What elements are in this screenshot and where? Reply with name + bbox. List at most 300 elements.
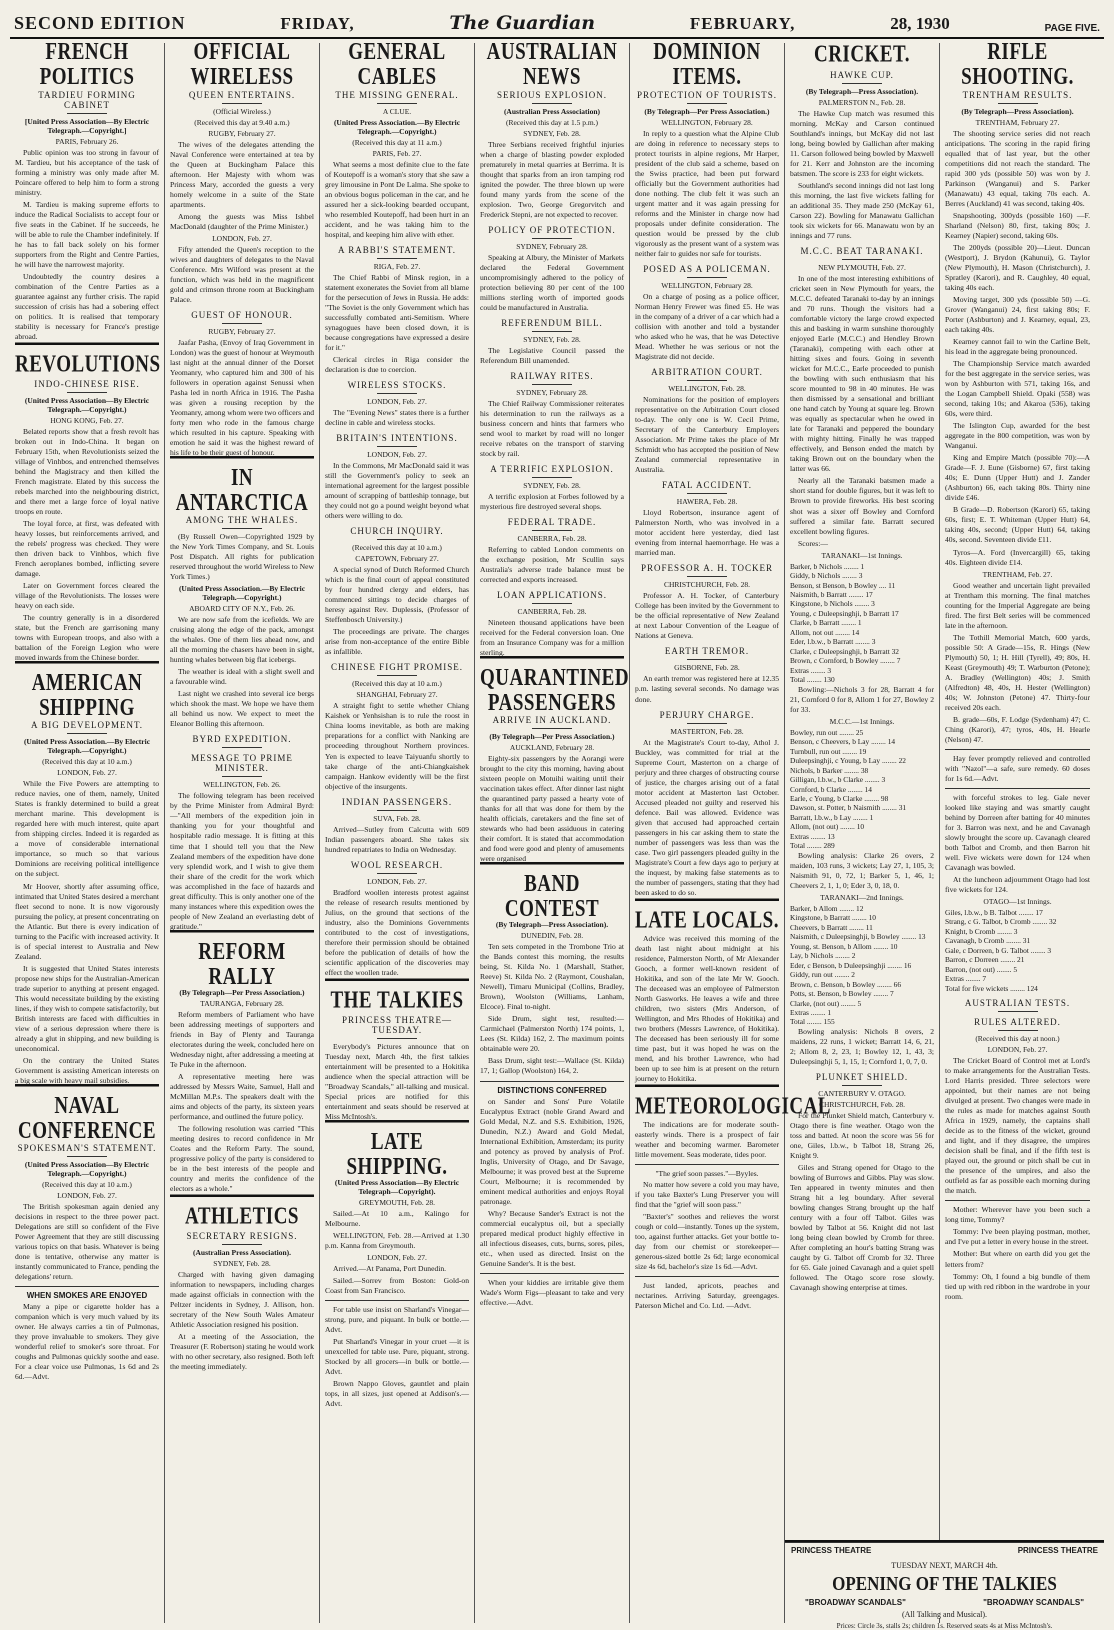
article-french-politics [15,38,159,342]
dateline: TAURANGA, February 28. [200,998,284,1008]
advert-heading: WHEN SMOKES ARE ENJOYED [26,1290,148,1300]
article-official-wireless [170,38,314,458]
headline: OFFICIAL WIRELESS [190,38,294,90]
paragraph: Arrived—Sutley from Calcutta with 609 Indian passengers aboard. She takes six hundred repatriates to India on Wednesday. [325,824,469,854]
advert-text: "Baxter's" soothes and relieves the worst cough or cold—instantly. Tones up the system, too, against further attacks. Get your bottle to-day from our chemist or storekeeper—generous-sized bottle 2s 6d; large economical size 4s 6d, bachelor's size 1s 6d.—Advt. [635,1211,779,1272]
received-line: (Received this day at 10 a.m.) [42,1179,132,1189]
paragraph: At a meeting of the Association, the Treasurer (F. Robertson) stating he would work with no other secretary, also resigned. Both left the meeting immediately. [170,1331,315,1371]
paragraph: The "Evening News" states there is a further decline in cable and wireless stocks. [325,408,469,428]
credit-line: (By Telegraph—Press Association). [805,86,919,96]
article-band-contest [480,868,624,1076]
credit-line: (United Press Association—By Electric Telegraph—Copyright). [334,1177,460,1196]
credit-line: (By Telegraph—Press Association). [495,920,609,930]
headline: GENERAL CABLES [348,38,446,90]
paragraph: Speaking at Albury, the Minister of Markets declared the Federal Government uncompromisingly adhered to the policy of protection believing 80 per cent of the 100 millions sterling worth of imported goods could be manufactured in Australia. [480,253,624,313]
score-line: Extras ........ 13 [790,831,835,841]
paragraph: Giles and Strang opened for Otago to the bowling of Burrows and Gibbs. Play was slow. Ten appeared in twenty minutes and then Strang hit a leg boundary. After several bowling changes Strang brought up the half century with a four off Talbot. Giles was bowled by Talbot at 56. Knight did not last long being clean bowled by Cromb for three. After completing an hour's batting Strang was caught by G. Talbot off Cromb for 32. Three for 65. Gale joined Cavanagh and a quiet spell followed. The Otago score rose slowly. Cavanagh showing enterprise at times. [790,1163,934,1293]
article-rifle-shooting [945,38,1090,1302]
dateline: ABOARD CITY OF N.Y., Feb. 26. [189,604,295,614]
score-line: Eder, l.b.w., b Barratt ........ 3 [790,637,876,647]
credit-line: (Australian Press Association) [503,106,601,116]
advert-text: Many a pipe or cigarette holder has a companion which is very much valued by its owner. He always carries a tin of Pulmonas, they prove invaluable to smokers. They give wonderful relief to smoker's sore throat. For coughs and Pulmonas quickly soothe and ease. For a clear voice use Pulmonas, 1s 6d and 2s 6d.—Advt. [15,1301,159,1381]
received-line: (Received this day at 9.40 a.m.) [194,117,290,127]
score-line: Extras ........ 3 [790,665,832,675]
dateline: CHRISTCHURCH, Feb. 28. [818,1100,906,1110]
paragraph: What seems a most definite clue to the fate of Koutepoff is a woman's story that she saw a grey limousine in Pont De Lalma. She spoke to an obvious bogus policeman in the car, and he assured her a sick-looking bearded occupant, who resembled Koutepoff, had been hurt in an accident, and he was taking him to the hospital, and keeping him alive with ether. [325,159,469,239]
paragraph: A terrific explosion at Forbes followed by a mysterious fire destroyed several shops. [480,492,624,512]
dateline: CANBERRA, Feb. 28. [517,534,587,544]
advert-subtitle: (All Talking and Musical). [901,1610,988,1619]
paragraph: (By Russell Owen—Copyrighted 1929 by the New York Times Company, and St. Louis Post Dispatch. All rights for publication reserved throughout the world Wireless to New York Times.) [170,532,314,582]
subheadline: BRITAIN'S INTENTIONS. [325,433,469,447]
subheadline: WIRELESS STOCKS. [325,380,469,394]
theatre-name-left: PRINCESS THEATRE [791,1546,872,1555]
score-line: Cornford, b Clarke ........ 14 [790,784,872,794]
article-reform-rally [170,936,314,1194]
paragraph: The Chief Railway Commissioner reiterates his determination to run the railways as a business concern and hints that farmers who send wool to market by road will no longer receive rebates on the transport of starving stock by rail. [480,399,624,459]
score-line: Giles, l.b.w., b B. Talbot ........ 17 [945,907,1043,917]
headline: ATHLETICS [170,1194,314,1229]
credit-line: (Australian Press Association). [193,1247,291,1257]
dateline: WELLINGTON, February 28. [661,117,753,127]
credit-line: (By Telegraph—Per Press Association.) [489,732,615,742]
credit-line: (By Telegraph—Per Press Association.) [179,987,305,997]
paragraph: The proceedings are private. The charges arise from non-acceptance of the entire Bible as infallible. [325,627,469,657]
paragraph: Jaafar Pasha, (Envoy of Iraq Government in London) was the guest of honour at Weymouth last night at the annual dinner of the Dorset Yeomanry, who captured him and 300 of his followers in operation against Senussi when Pasha led in north Africa in 1916. The Pasha was given a rousing reception by the Yeomanry, among whom were two officers and forty men who rode in the famous charge which resulted in his capture. Speaking with emotion he said it was the highest reward of his life to be their guest of honour. [170,338,314,458]
paragraph: Bradford woollen interests protest against the release of research results mentioned by Julius, on the ground that sections of the industry, also the Dominions Governments contributed to the cost of investigations, therefore their permission should be obtained before the publication of details of how the scientific application of the discoveries may effect the woollen trade. [325,887,469,977]
paragraph: Bass Drum, sight test:—Wallace (St. Kilda) 17, 1; Gallop (Woolston) 164, 2. [480,1056,624,1076]
score-line: Clarke, c Duleepsinghji, b Barratt 32 [790,646,899,656]
dateline: TRENTHAM, Feb. 27. [982,569,1053,579]
subheadline: EARTH TREMOR. [635,646,779,660]
article-general-cables [325,38,469,978]
paragraph: Advice was received this morning of the death last night about midnight at his residence, Palmerston North, of Mr Alexander Gooch, a former well-known resident of Hokitika, and son of the late Mr W. Gooch. The deceased was an employee of Palmerston North Gasworks. He leaves a wife and three children, two sisters (Mrs Anderson, of Wellington, and Mrs Rhodes of Hokitika) and two brothers (Messrs Lawrence, of Hokitika). The deceased has been seriously ill for some time past, but it was hoped he was on the mend, and his brother Lawrence, who had been up to see him is at present on the return journey to Hokitika. [635,933,779,1083]
dateline: SHANGHAI, February 27. [356,690,438,700]
paragraph: Everybody's Pictures announce that on Tuesday next, March 4th, the first talkies entertainment will be presented to a Hokitika audience when the special attraction will be "Broadway Scandals," all-talking and musical. Special prices are notified for this entertainment and seats should be reserved at Miss McIntosh's. [325,1041,469,1121]
masthead-month: FEBRUARY, [689,14,796,33]
subheadline: A RABBI'S STATEMENT. [325,245,469,259]
paragraph: The Legislative Council passed the Referendum Bill unamended. [480,346,624,366]
dateline: SYDNEY, Feb. 28. [523,481,581,491]
subheadline: TARDIEU FORMING CABINET [15,90,159,114]
subheadline: INDO-CHINESE RISE. [15,379,159,393]
dateline: MASTERTON, Feb. 28. [670,726,744,736]
score-line: Brown, c. Benson, b Bowley ........ 66 [790,979,902,989]
divider [635,1276,779,1277]
paragraph: We are now safe from the icefields. We are cruising along the edge of the pack, amongst the whales. One of them lies ahead now, and all the morning the chasers have been in sight, hunting whales between big flat icebergs. [170,615,314,665]
column-6 [785,43,940,1623]
headline: RIFLE SHOOTING. [961,38,1074,90]
advert-show-row [785,1598,1104,1607]
paragraph: The wives of the delegates attending the Naval Conference were entertained at tea by the Queen at Buckingham Palace this afternoon. Her Majesty with whom was Princess Mary, accorded the guests a very homely welcome in a suite of the State apartments. [170,139,314,209]
received-line: (Received this day at 1.5 p.m.) [505,117,599,127]
paragraph: The shooting service series did not reach anticipations. The scoring in the rapid firing equalled that of last year, but the other competitions did not reach the standard. The rapid 300 yds (possible 50) was won by J. Parkinson (Wanganui) and S. Parker (Manawatu) 43 equal, taking 70s each. A. Berres (Auckland) 41 was second, taking 40s. [945,128,1090,208]
paragraph: While the Five Powers are attempting to reduce navies, one of them, namely, United States is frankly determined to build a great merchant marine. This development is regarded here with much interest, quite apart from shipping circles. Indeed it is regarded as a move of considerable international importance, so much so that various Dominions are receiving political intelligence on the subject. [15,779,159,879]
subheadline: PROFESSOR A. H. TOCKER [635,563,779,577]
paragraph: Mother: Wherever have you been such a long time, Tommy? [945,1205,1090,1225]
paragraph: Tommy: I've been playing postman, mother, and I've put a letter in every house in the street. [945,1227,1090,1247]
subheadline: CHURCH INQUIRY. [325,526,469,540]
article-late-locals [635,902,779,1084]
subheadline: FEDERAL TRADE. [480,517,624,531]
scorecard [945,908,1090,993]
princess-theatre-advert [785,1540,1104,1630]
scorecard [790,562,934,685]
paragraph: B Grade—D. Robertson (Karori) 65, taking 60s, first; E. T. Whiteman (Upper Hutt) 64, taking 40s, second; (Upper Hutt) 64, taking 40s, second. Seventeen divide £11. [945,505,1090,545]
score-line: Total for five wickets ........ 124 [945,983,1038,993]
paragraph: Belated reports show that a fresh revolt has broken out in Indo-China. It began on February 15th, when Revolutionists seized the village of Vinhbos, and entrenched themselves behind the Magistracy and then killed the French magistrate. Elated by this success the rebels marched into the neighbouring district, and there met a large force of loyal native troops en route. [15,427,159,517]
paragraph: A straight fight to settle whether Chiang Kaishek or Yenhsishan is to rule the roost in China looms inevitable, as both are making preparations for a conflict with Nanking are proceeding throughout Northern provinces. Yen is expected to leave Taiyuanfu shortly to take charge of the anti-Chiangkaishek campaign. Hankow evidently will be the first objective of the insurgents. [325,701,469,791]
paragraph: Moving target, 300 yds (possible 50) —G. Grover (Wanganui) 24, first taking 80s; F. Porter (Ashburton) and J. Kearney, equal, 23, each taking 40s. [945,295,1090,335]
subheadline-clue: A CLUE. [382,106,412,116]
dateline: RUGBY, February 27. [208,128,276,138]
score-line: Total ........ 289 [790,841,835,851]
score-line: Clarke, (not out) ........ 5 [790,998,862,1008]
bowling-figures: Bowling analysis: Nichols 8 overs, 2 maidens, 22 runs, 1 wicket; Barratt 14, 6, 21, 2; Allom 8, 2, 23, 1; Bowley 12, 1, 43, 3; Duleepsinghji 5, 1, 15, 1; Cornford 1, 0, 7, 0. [790,1026,934,1066]
paragraph: On a charge of posing as a police officer, Norman Henry Frewer was fined £5. He was in the company of a driver of a car which had a collision with another and told a bystander who asked who he was, that he was Detective Mead. Whether he was serious or not the Magistrate did not decide. [635,292,779,362]
dateline: PARIS, February 26. [55,136,119,146]
dateline: PARIS, Feb. 27. [372,148,422,158]
dateline: RIGA, Feb. 27. [373,262,421,271]
credit-line: (United Press Association—By Electric Telegraph.—Copyright.) [24,396,150,415]
headline: LATE SHIPPING. [325,1120,469,1180]
article-in-antarctica [170,462,314,931]
article-athletics [170,1198,314,1372]
paragraph: In the Commons, Mr MacDonald said it was still the Government's policy to seek an international agreement for the largest possible amount of scrapping of battleship tonnage, but they could not go a pound weight beyond what others were willing to do. [325,461,469,521]
dateline: GISBORNE, Feb. 28. [674,663,740,673]
score-line: Giddy, b Nichols ........ 3 [790,571,863,581]
bowling-figures: Bowling:—Nichols 3 for 28, Barratt 4 for 21, Cornford 0 for 8, Allom 1 for 27, Bowley 2 for 33. [790,684,934,714]
paragraph: The following telegram has been received by the Prime Minister from Admiral Byrd:—"All members of the expedition join in thanking you for your thoughtful and hospitable radio message. It is fitting at this time that I should tell you that the New Zealand members of the expedition have done very splendid work, and I wish to give them their share of the credit for the work which was accomplished in the face of hazards and great difficulty. This is only another one of the many instances where this expedition owes the people of New Zealand an everlasting debt of gratitude." [170,791,314,931]
paragraph: A representative meeting here was addressed by Messrs Waite, Samuel, Hall and McMillan M.P.s. The speakers dealt with the aims and objects of the party, its sixteen years performance, and outlined the future policy. [170,1071,314,1121]
scorecard [790,728,934,851]
score-line: Clarke, b Barratt ........ 1 [790,618,862,628]
edition-label: SECOND EDITION [14,13,186,33]
dateline: CAPETOWN, February 27. [355,554,439,564]
paragraph: It is suggested that United States interests propose new ships for the Australian-American trade superior to anything at present engaged. This would necessitate building by the existing lines, if they wish to compete satisfactorily, but British interests are faced with difficulties in view of a serious depression where there is already a glut in shipping, and new building is uneconomical. [15,963,159,1053]
columns [10,38,1104,1623]
paragraph: Southland's second innings did not last long this morning, the last five wickets falling for an additional 35. They made 250 (McKay 61, Carson 22). Bowling for Manawatu Gallichan took six wickets for 66. Manawatu won by an innings and 77 runs. [790,181,934,241]
article-naval-conference [15,1090,159,1282]
score-line: Turnbull, run out ........ 19 [790,746,867,756]
divider [945,1200,1090,1201]
dateline: LONDON, Feb. 27. [57,768,117,778]
article-the-talkies [325,982,469,1122]
headline: THE TALKIES [325,978,469,1013]
dateline: SYDNEY, Feb. 28. [213,1258,271,1268]
paragraph: Tommy: Oh, I found a big bundle of them tied up with red ribbon in the wardrobe in your room. [945,1271,1090,1301]
page-number: PAGE FIVE. [1044,23,1100,34]
paragraph: with forceful strokes to leg. Gale never looked like staying and was smartly caught behind by Dorreen after batting for 40 minutes for 3. Barron was next, and he and Cavanagh slowly brought the score up. Cavanagh cleared both Talbot and Cromb, and then Barron hit well. Five wickets were down for 124 when Cavanagh was bowled. [945,792,1090,872]
score-line: Nichols, b Barker ........ 38 [790,765,869,775]
subheadline: PROTECTION OF TOURISTS. [635,90,779,104]
column-3 [320,38,475,1623]
subheadline: POLICY OF PROTECTION. [480,225,624,239]
paragraph: The British spokesman again denied any decisions in respect to the three power pact. Delegations are still so confident of the Five Power Agreement that they are still discussing various topics on that basis. Whatever is being done is tentative, otherwise any matter is instantly communicated to France, pending the delegations' return. [15,1201,159,1281]
headline: REVOLUTIONS [15,343,159,378]
paragraph: Referring to cabled London comments on the exchange position, Mr Scullin says Australia's adverse trade balance must be corrected and exports increased. [480,545,624,585]
subheadline: WOOL RESEARCH. [325,860,469,874]
paragraph: In one of the most interesting exhibitions of cricket seen in New Plymouth for years, the M.C.C. defeated Taranaki to-day by an innings and 70 runs. Though the visitors had a comfortable victory the large crowd expected this and basking in warm sunshine thoroughly enjoyed Earle (M.C.C.) and Hendley Brown (Taranaki), competing with each other at hitting sixes and fours. Going in seventh wicket for M.C.C., Earle proceeded to punish the bowling with such enthusiasm that his score mounted to 98 in 40 minutes. He was then dismissed by a sensational and brilliant one hand catch by Young at square leg. Brown was equally as spectacular when he owed in late for Taranaki and peppered the boundary with mighty hitting. Finally he was trapped effectively, and Benson ended the match by taking Brown out on the boundary when the latter was 66. [790,274,934,474]
score-line: Naismith, c Duleepsinghji, b Bowley ........ 13 [790,932,926,942]
paragraph: Ten sets competed in the Trombone Trio at the Bands contest this morning, the results being, St. Kilda No. 1 (Marshall, Stather, Reeve) St. Kilda No. 2 (Raymont, Coushalan, Newell), Timaru Municipal (Collins, Bradley, Brown), Woolston (Williams, Lanham, Elcoce). Final to-night. [480,942,624,1012]
credit-line: (United Press Association—By Electric Telegraph.—Copyright.) [24,1159,150,1178]
credit-line: (United Press Association.—By Electric Telegraph.—Copyright.) [333,117,461,136]
paragraph: For the Plunket Shield match, Canterbury v. Otago there is fine weather. Otago won the toss and batted. At noon the score was 56 for one, Giles, l.b.w., b Talbot 18, Strang 26, Knight 9. [790,1111,934,1161]
subheadline: INDIAN PASSENGERS. [325,797,469,811]
paragraph: The Islington Cup, awarded for the best aggregate in the 800 competition, was won by Wanganui. [945,421,1090,451]
quote-line: "The grief soon passes."—Byyles. [655,1168,759,1178]
paragraph: Three Serbians received frightful injuries when a charge of blasting powder exploded prematurely in metal quarries at Berrima. It is thought that sparks from an iron tamping rod ignited the powder. The three blown up were found many yards from the scene of the explosion. Two, George Gregorvitch and Frederick Stepni, are not expected to recover. [480,139,624,219]
paragraph: Sailed.—Sorrev from Boston: Gold-on Coast from San Francisco. [325,1275,469,1295]
paragraph: Sailed.—At 10 a.m., Kalingo for Melbourne. [325,1208,469,1228]
dateline: HONG KONG, Feb. 27. [50,416,124,426]
paragraph: The loyal force, at first, was defeated with heavy losses, but reinforcements arrived, and the rebels' progress was checked. They were then driven back to Vinhbos, which five French aeroplanes bombed, inflicting severe damage. [15,519,159,579]
scorecard-heading: TARANAKI—2nd Innings. [820,892,904,902]
received-line: (Received this day at 10 a.m.) [352,679,442,689]
score-line: Extras ........ 7 [945,974,987,984]
score-line: Barker, b Nichols ........ 1 [790,561,865,571]
advert-text: No matter how severe a cold you may have, if you take Baxter's Lung Preserver you will find that the "grief will soon pass." [635,1179,779,1209]
credit-line: (Official Wireless.) [213,106,271,116]
scorecard-heading: TARANAKI—1st Innings. [821,550,903,560]
dateline: HAWERA, Feb. 28. [676,497,738,507]
score-line: Total ........ 130 [790,675,835,685]
paragraph: The country generally is in a disordered state, but the French are garrisoning many towns with European troops, and also with a battalion of the Foreign Legion who were moved inwards from the Chinese border. [15,613,159,663]
dateline: PALMERSTON N., Feb. 28. [818,97,906,107]
score-line: Gale, c Dorreen, b G. Talbot ........ 3 [945,945,1052,955]
credit-line: (By Telegraph—Per Press Association.) [644,106,770,116]
subheadline: ARBITRATION COURT. [635,367,779,381]
paragraph: Clerical circles in Riga consider the declaration is due to coercion. [325,355,469,375]
article-meteorological [635,1088,831,1311]
headline: AUSTRALIAN NEWS [486,38,618,90]
show-title-right: "BROADWAY SCANDALS" [983,1598,1084,1607]
subheadline: A BIG DEVELOPMENT. [15,720,159,734]
advert-sanders [480,1081,624,1308]
paragraph: M. Tardieu is making supreme efforts to induce the Radical Socialists to accept four or five seats in the Cabinet. If he succeeds, he will be able to rule the Chamber indefinitely. If he has to fall back solely on his former supporters from the Right and Centre Parties, he will have the narrowest majority. [15,199,159,270]
paragraph: In reply to a question what the Alpine Club are doing in reference to necessary steps to protect tourists in alpine regions, Mr Harper, president of the club said a scheme, based on the Swiss practice, had been put forward officially but the Government authorities had done nothing. The club felt it was such an urgent matter and it was again pressing for reforms and the Minister in charge now had proposals under definite consideration. The question would be pressed by the club vigorously as the present want of a system was neither fair to guides nor safe for tourists. [635,128,779,259]
advert-text: Hay fever promptly relieved and controlled with "Nazol"—a safe, sure remedy. 60 doses for 1s 6d.—Advt. [945,753,1090,783]
advert-pulmonas [15,1286,159,1382]
subheadline: TRENTHAM RESULTS. [945,90,1090,104]
received-line: (Received this day at noon.) [975,1034,1060,1044]
dateline: WELLINGTON, February 28. [661,281,753,291]
paragraph: On the contrary the United States Government is assisting American interests on a big scale with heavy mail subsidies. [15,1055,159,1085]
paragraph: Fifty attended the Queen's reception to the wives and daughters of delegates to the Naval Conference. Mrs Wilford was present at the function, which was held in the magnificent gold and crimson throne room at Buckingham Palace. [170,245,314,305]
score-line: Gilligan, l.b.w., b Clarke ........ 3 [790,775,886,785]
headline: BAND CONTEST [480,862,624,922]
dateline: SYDNEY, February 28. [516,388,588,398]
score-line: Dawson, st. Potter, b Naismith ........ 31 [790,803,907,813]
score-line: Benson, c Cheevers, b Lay ........ 14 [790,737,896,747]
paragraph: The Chief Rabbi of Minsk region, in a statement exonerates the Soviet from all blame for the persecution of Jews in Russia. He adds: "The Soviet is the only Government which has successfully combated anti-Semitism. Where synagogues have been closed down, it is because congregations have expressed a desire for it." [325,273,469,353]
paragraph: Undoubtedly the country desires a combination of the Centre Parties as a guarantee against any further crisis. The rapid succession of crisis has had a sobering effect on politics. It is realised that temporary stability is necessary for France's prestige abroad. [15,272,159,342]
divider [945,788,1090,789]
paragraph: Nearly all the Taranaki batsmen made a short stand for double figures, but it was left to Brown to provide fireworks. His best scoring shot was a sixer off Bowley and Cornford suffered a similar fate. Barratt secured excellent bowling figures. [790,476,934,536]
article-dominion-items [635,38,779,898]
score-line: Barker, b Allom ........ 12 [790,903,864,913]
dateline: WELLINGTON, Feb. 28. [668,384,746,394]
score-line: Earle, c Young, b Clarke ........ 98 [790,793,889,803]
bowling-figures: Bowling analysis: Clarke 26 overs, 2 maiden, 103 runs, 3 wickets; Lay 27, 1, 105, 3; Naismith 91, 0, 72, 1; Barker 5, 1, 46, 1; Cheevers 2, 1, 1, 0; Eder 3, 0, 18, 0. [790,850,934,890]
paragraph: Last night we crashed into several ice bergs which shook the mast. We hope we have them all behind us now. We expect to meet the Eleanor Bolling this afternoon. [170,689,314,729]
credit-line: (United Press Association.—By Electric Telegraph.—Copyright.) [178,584,306,603]
score-line: Naismith, b Barratt ........ 17 [790,589,873,599]
divider [325,1300,469,1301]
paragraph: The weather is ideal with a slight swell and a favourable wind. [170,667,314,687]
paragraph: Nominations for the position of employers representative on the Arbitration Court closed to-day. The only one is W. Cecil Prime, Secretary of the Canterbury Employers Association. Mr Prime takes the place of Mr Schmidt who has accepted the position of New Zealand commercial representative in Australia. [635,395,779,475]
credit-line: [United Press Association—By Electric Telegraph.—Copyright.] [24,116,150,135]
paragraph: Eighty-six passengers by the Aorangi were brought to the city this morning, having about sixteen people on Motuihi waiting until their vaccination takes effect. After dinner last night the quarantined party passed a hearty vote of thanks for all that was done for them by the health officials, caretakers and the fine set of stewards who had been assiduous in catering their comfort. It is stated that accommodation and food were good and plenty of amusements were organised [480,754,624,864]
column-7 [940,38,1095,1623]
paragraph: The Tothill Memorial Match, 600 yards, possible 50: A Grade—15s, R. Hings (New Plymouth) 50, 1; H. Hill (Tyrell), 49; 80s, H. Keast (Greymouth) 49; T. Warburton (Petone); A. Bradley (Wellington) 40s; J. Smith (Alfredton) 48, 40s, H. Hester (Wellington) 40s; W. Johnston (Petone) 47. Thirty-four received 20s each. [945,632,1090,712]
masthead-date: 28, 1930 [890,14,950,33]
subheadline: LOAN APPLICATIONS. [480,590,624,604]
dateline: LONDON, Feb. 27. [57,1190,117,1200]
column-4 [475,38,630,1623]
theatre-name-right: PRINCESS THEATRE [1017,1546,1098,1555]
paragraph: Nineteen thousand applications have been received for the Federal conversion loan. One from an Insurance Company was for a million sterling. [480,618,624,658]
newspaper-title: The Guardian [449,12,596,34]
subheadline: ARRIVE IN AUCKLAND. [480,715,624,729]
masthead [10,6,1104,39]
headline: REFORM RALLY [170,930,314,990]
score-line: Total ........ 155 [790,1017,835,1027]
subheadline: GUEST OF HONOUR. [170,310,314,324]
paragraph: The following resolution was carried "This meeting desires to record confidence in Mr Coates and the Reform Party. The sound, progressive policy of the party is considered to be in the best interests of the people and country and merits the confidence of the electors as a whole." [170,1123,314,1193]
score-line: Barratt, l.b.w., b Lay ........ 1 [790,812,874,822]
score-line: Bowley, run out ........ 25 [790,727,864,737]
subheadline: SECRETARY RESIGNS. [170,1231,314,1245]
subheadline: AUSTRALIAN TESTS. [945,998,1090,1012]
subheadline: M.C.C. BEAT TARANAKI. [790,246,934,260]
dateline: SYDNEY, February 28. [516,242,588,251]
headline: IN ANTARCTICA [170,456,314,516]
score-line: Extras ........ 1 [790,1008,832,1018]
dateline: CANBERRA, Feb. 28. [517,607,587,617]
divider [480,1273,624,1274]
scorecard-heading: OTAGO—1st Innings. [983,896,1052,906]
subheadline: PRINCESS THEATRE—TUESDAY. [325,1015,469,1039]
dateline: LONDON, Feb. 27. [367,876,427,886]
paragraph: Professor A. H. Tocker, of Canterbury College has been invited by the Government to be the official representative of New Zealand at next Labour Convention of the League of Nations at Geneva. [635,591,779,641]
subheadline: CHINESE FIGHT PROMISE. [325,662,469,676]
paragraph: The Championship Service match awarded for the best aggregate in the service series, was won by Ashburton with 571, taking 16s, and the Logan Campbell Shield. Opaki (558) was second, taking 10s; and Akaroa (536), taking 60s, were third. [945,359,1090,419]
paragraph: Among the guests was Miss Ishbel MacDonald (daughter of the Prime Minister.) [170,211,314,231]
subheadline: PLUNKET SHIELD. [790,1072,934,1086]
paragraph: Arrived.—At Panama, Port Dunedin. [333,1263,447,1273]
paragraph: At the luncheon adjournment Otago had lost five wickets for 124. [945,874,1090,894]
subheadline: REFERENDUM BILL. [480,318,624,332]
dateline: LONDON, Feb. 27. [367,1252,427,1262]
advert-headline: OPENING OF THE TALKIES [832,1572,1057,1595]
dateline: NEW PLYMOUTH, Feb. 27. [818,263,906,273]
dateline: LONDON, Feb. 27. [367,450,427,460]
score-line: Giddy, run out ........ 2 [790,970,856,980]
score-line: Strang, c G. Talbot, b Cromb ........ 32 [945,917,1057,927]
dateline: WELLINGTON, Feb. 26. [203,780,281,790]
dateline: LONDON, Feb. 27. [212,234,272,244]
score-line: Brown, c Cornford, b Bowley ........ 7 [790,656,901,666]
paragraph: B. grade—60s, F. Lodge (Sydenham) 47; C. Ching (Karori), 47; tyros, 40s, H. Hearle (Nelson) 47. [945,714,1090,744]
subheadline: RULES ALTERED. [945,1017,1090,1031]
advert-text: Why? Because Sander's Extract is not the commercial eucalyptus oil, but a specially prepared medical product highly effective in all infectious diseases, cuts, burns, sores, piles, etc., when used as directed. Insist on the Genuine Sander's. It is the best. [480,1208,624,1268]
advert-text: Just landed, apricots, peaches and nectarines. Arriving Saturday, greengages. Paterson Michel and Co. Ltd. —Advt. [635,1281,779,1311]
received-line: (Received this day at 11 a.m.) [352,137,442,147]
dateline: LONDON, Feb. 27. [987,1045,1048,1055]
received-line: (Received this day at 10 a.m.) [352,543,442,553]
advert-text: For table use insist on Sharland's Vinegar—strong, pure, and piquant. In bulk or bottle.—Advt. [325,1304,469,1334]
dateline: AUCKLAND, February 28. [509,743,595,753]
article-american-shipping [15,667,159,1085]
paragraph: The Cricket Board of Control met at Lord's to make arrangements for the Australian Tests. Lord Harris presided. Three selectors were appointed, but their names are not being divulged at present. Two changes were made in the rules as made for matches against South Africa in 1929, namely, the captains shall decide as to the fitness of the wicket, ground and light, and if they disagree, the umpires decision shall be final, and if the fifth test is played out, the ground or pitch shall be cut in the presence of the umpires, and also the outfield as far as possible each morning during the match. [945,1056,1090,1196]
score-line: Barron, (not out) ........ 5 [945,964,1018,974]
advert-heading: DISTINCTIONS CONFERRED [497,1085,607,1095]
advert-text: When your kiddies are irritable give them Wade's Worm Figs—pleasant to take and very effective.—Advt. [480,1277,624,1307]
credit-line: (By Telegraph—Press Association). [961,106,1074,116]
article-australian-news [480,38,624,658]
dateline: GREYMOUTH, Feb. 28. [358,1197,436,1207]
subheadline: A TERRIFIC EXPLOSION. [480,464,624,478]
paragraph: Mr Hoover, shortly after assuming office, intimated that United States desired a merchant fleet second to none. It is now vigorously pursuing the policy, at present concentrating on the Atlantic. But there is every indication of turning to the Pacific with increased activity. It is of special interest to Australia and New Zealand. [15,881,159,961]
column-1 [10,38,165,1623]
paragraph: Tyros—A. Ford (Invercargill) 65, taking 40s. Eighteen divide £14. [945,547,1090,567]
score-line: Lay, b Nichols ........ 2 [790,951,856,961]
dateline: SUVA, Feb. 28. [373,813,421,823]
received-line: (Received this day at 10 a.m.) [42,757,132,767]
paragraph: King and Empire Match (possible 70):—A Grade—F. J. Eune (Gisborne) 67, first taking 40s; E. Dunn (Upper Hutt) and J. Zander (Ashburton) 66, each taking 80s. Thirty nine divide £46. [945,453,1090,503]
score-line: Eder, c Benson, b Duleepsinghji ........ 16 [790,960,912,970]
dateline: CHRISTCHURCH, Feb. 28. [663,580,751,590]
masthead-day: FRIDAY, [280,14,355,33]
subheadline-match: CANTERBURY V. OTAGO. [818,1089,906,1099]
score-line: Benson, st Benson, b Bowley .... 11 [790,580,896,590]
score-line: Barron, c Dorreen ........ 21 [945,955,1025,965]
paragraph: Mother: But where on earth did you get the letters from? [945,1249,1090,1269]
advert-date: TUESDAY NEXT, MARCH 4th. [891,1561,998,1570]
subheadline: RAILWAY RITES. [480,371,624,385]
headline: QUARANTINED PASSENGERS [480,656,624,716]
advert-text: Put Sharland's Vinegar in your cruet —it is unexcelled for table use. Pure, piquant, strong. Stocked by all grocers—in bulk or bottle.—Advt. [325,1336,469,1376]
divider [945,749,1090,750]
subheadline: AMONG THE WHALES. [170,515,314,529]
score-line: Potts, st. Benson, b Bowley ........ 7 [790,989,894,999]
score-line: Kingstone, b Barratt ........ 10 [790,913,877,923]
headline: AMERICAN SHIPPING [15,661,159,721]
article-quarantined-passengers [480,662,630,864]
dateline: SYDNEY, Feb. 28. [523,335,581,345]
dateline: RUGBY, February 27. [208,327,276,337]
subheadline: HAWKE CUP. [790,70,934,84]
score-line: Cheevers, b Barratt ........ 11 [790,922,873,932]
headline: CRICKET. [813,41,911,68]
score-line: Cavanagh, b Cromb ........ 31 [945,936,1031,946]
paragraph: At the Magistrate's Court to-day, Athol J. Buckley, was committed for trial at the Supreme Court, Masterton on a charge of perjury and three charges of obstructing course of justice, the charges arising out of a fatal motor accident at Masterton last October. Accused pleaded not guilty and reserved his defence. Bail was allowed. Evidence was given that accused had approached certain passengers in his car asking them to state the number of passengers was less than was the case. Two girl passengers pleaded guilty in the Magistrate's Court a few days ago to perjury at the inquest, by making false statements as to the number of passengers, stating that they had been asked to do so. [635,737,779,897]
dateline: DUNEDIN, Feb. 28. [520,931,584,941]
headline: FRENCH POLITICS [39,38,135,90]
subheadline: MESSAGE TO PRIME MINISTER. [170,753,314,777]
paragraph: An earth tremor was registered here at 12.35 p.m. lasting several seconds. No damage was done. [635,674,779,704]
paragraph: Later on Government forces cleared the village of the Revolutionists. The losses were heavy on each side. [15,581,159,611]
paragraph: Scores:— [798,538,828,548]
headline: LATE LOCALS. [635,898,779,933]
paragraph: Snapshooting, 300yds (possible 160) —F. Sharland (Nelson) 80, first, taking 80s; J. Kearney (Napier) second, taking 60s. [945,211,1090,241]
subheadline: BYRD EXPEDITION. [170,734,314,748]
paragraph: Kearney cannot fail to win the Carline Belt, his lead in the aggregate being pronounced. [945,337,1090,357]
score-line: Allom, not out ........ 14 [790,627,860,637]
headline: NAVAL CONFERENCE [15,1084,159,1144]
